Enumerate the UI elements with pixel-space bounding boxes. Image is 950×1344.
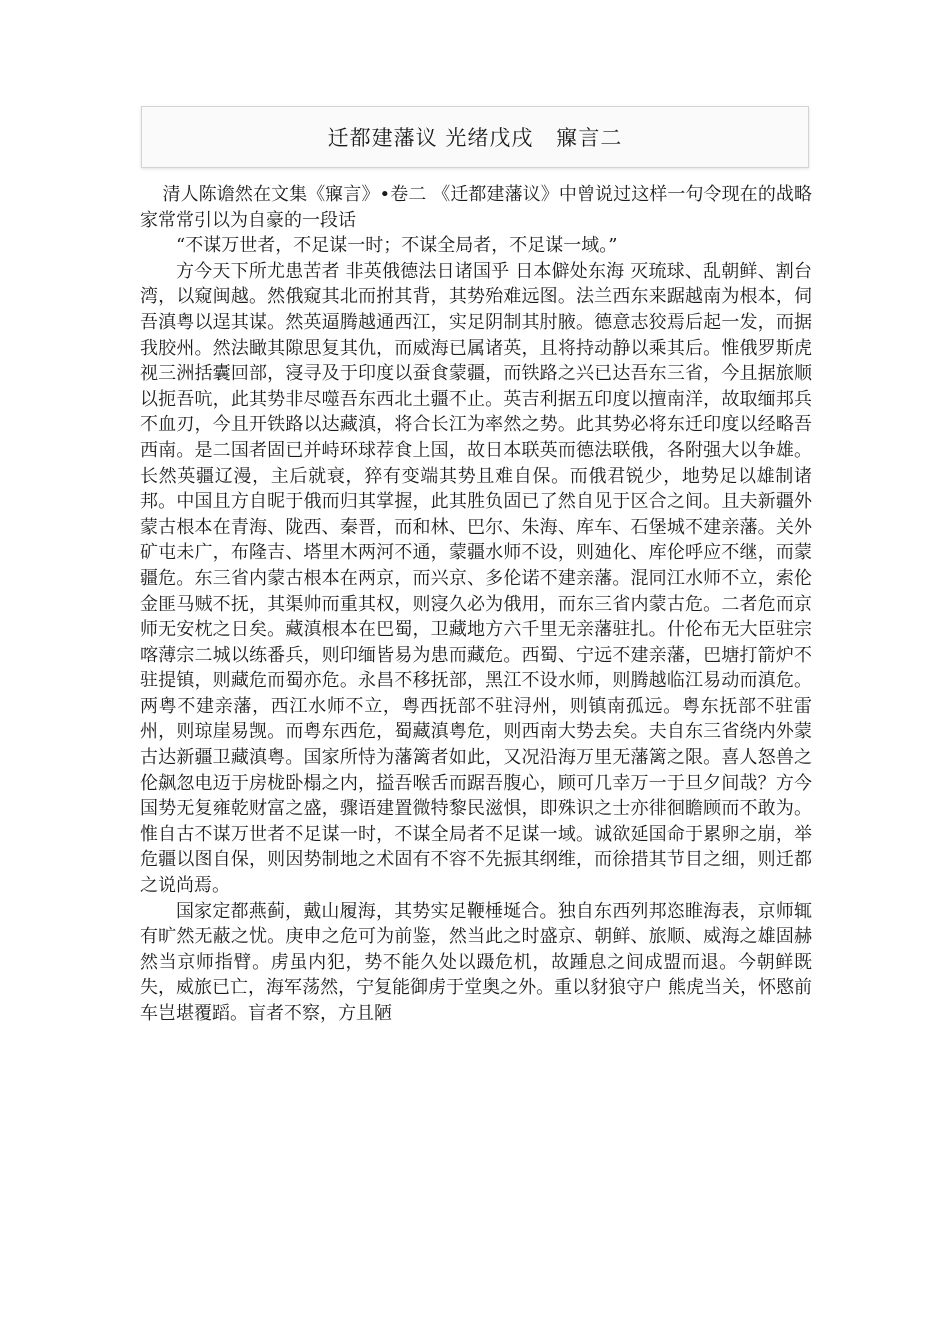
article-body — [140, 182, 812, 1027]
title-banner — [141, 106, 809, 168]
paragraph: 国家定都燕蓟，戴山履海，其势实足鞭棰埏合。独自东西列邦恣睢海表，京师辄有旷然无蔽之忧。庚申之危可为前鉴，然当此之时盛京、朝鲜、旅顺、威海之雄固赫然当京师指臂。虏虽内犯，势不能久处以蹑危机，故踵息之间成盟而退。今朝鲜既失，威旅已亡，海军荡然，宁复能御虏于堂奥之外。重以豺狼守户 熊虎当关，怀愍前车岂堪覆蹈。盲者不察，方且陋 — [140, 900, 812, 1024]
paragraph: 方今天下所尤患苦者 非英俄德法日诸国乎 日本僻处东海 灭琉球、乱朝鲜、割台湾，以窥闽越。然俄窥其北而拊其背，其势殆难远图。法兰西东来踞越南为根本，伺吾滇粤以逞其谋。然英逼腾越通西江，实足阴制其肘腋。德意志狡焉后起一发，而据我胶州。然法瞰其隙思复其仇，而威海已属诸英，且将持动静以乘其后。惟俄罗斯虎视三洲括囊回部，寖寻及于印度以蚕食蒙疆，而铁路之兴已达吾东三省，今且据旅顺以扼吾吭，此其势非尽噬吾东西北土疆不止。英吉利据五印度以擅南洋，故取缅邦兵不血刃，今且开铁路以达藏滇，将合长江为率然之势。此其势必将东迁印度以经略吾西南。是二国者固已并峙环球荐食上国，故日本联英而德法联俄，各附强大以争雄。长然英疆辽漫，主后就衰，猝有变端其势且难自保。而俄君锐少，地势足以雄制诸邦。中国且方自昵于俄而归其掌握，此其胜负固已了然自见于区合之间。且夫新疆外蒙古根本在青海、陇西、秦晋，而和林、巴尔、朱海、库车、石堡城不建亲藩。关外矿屯未广，布隆吉、塔里木两河不通，蒙疆水师不设，则廸化、库伦呼应不继，而蒙疆危。东三省内蒙古根本在两京，而兴京、多伦诺不建亲藩。混同江水师不立，索伦金匪马贼不抚，其渠帅而重其权，则寖久必为俄用，而东三省内蒙古危。二者危而京师无安枕之日矣。藏滇根本在巴蜀，卫藏地方六千里无亲藩驻扎。什伦布无大臣驻宗喀薄宗二城以练番兵，则印缅皆易为患而藏危。西蜀、宁远不建亲藩，巴塘打箭炉不驻提镇，则藏危而蜀亦危。永昌不移抚部，黑江不设水师，则腾越临江易动而滇危。两粤不建亲藩，西江水师不立，粤西抚部不驻浔州，则镇南孤远。粤东抚部不驻雷州，则琼崖易觊。而粤东西危，蜀藏滇粤危，则西南大势去矣。夫自东三省绕内外蒙古达新疆卫藏滇粤。国家所恃为藩篱者如此，又况沿海万里无藩篱之限。喜人怒兽之伦飙忽电迈于房栊卧榻之内，搤吾喉舌而踞吾腹心，顾可几幸万一于旦夕间哉？方今国势无复雍乾财富之盛，骤语建置微特黎民滋惧，即殊识之士亦徘徊瞻顾而不敢为。惟自古不谋万世者不足谋一时，不谋全局者不足谋一域。诚欲延国命于累卵之崩，举危疆以图自保，则因势制地之术固有不容不先振其纲维，而徐措其节目之细，则迁都之说尚焉。 — [140, 260, 812, 897]
paragraph-intro: 清人陈谵然在文集《寱言》•卷二 《迁都建藩议》中曾说过这样一句令现在的战略家常常引以为自豪的一段话 — [140, 184, 812, 231]
page-title: 迁都建藩议 光绪戊戌 寱言二 — [327, 126, 623, 150]
paragraph-quote: “不谋万世者，不足谋一时；不谋全局者，不足谋一域。” — [176, 235, 618, 257]
